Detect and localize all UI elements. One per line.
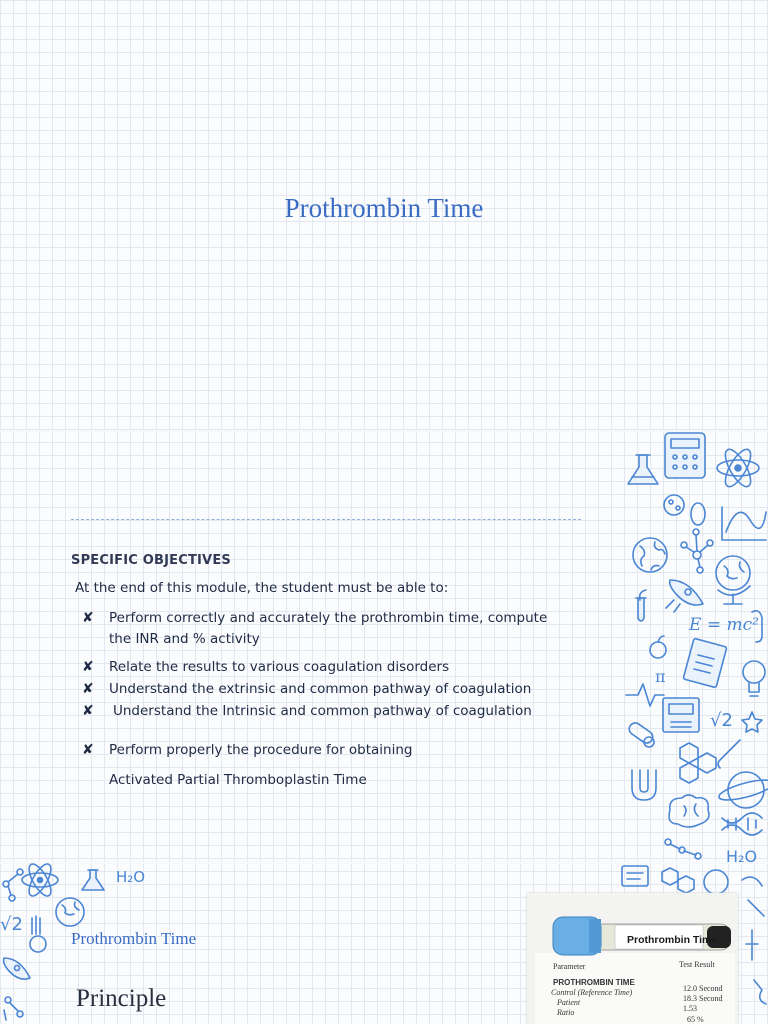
tube-illustration [527,893,738,1024]
report-value: 12.0 Second [683,984,723,993]
tool-icon [742,877,766,1004]
globe-icon [633,538,667,572]
molecule-icon [3,869,23,901]
dna-icon [722,813,762,835]
slide3-subtitle: Prothrombin Time [71,929,197,948]
cross-mark-icon: ✘ [82,681,94,697]
objective-text: Understand the Intrinsic and common pathway of coagulation [113,703,532,719]
pi-icon: π [655,667,666,686]
report-label: Patient [557,998,581,1007]
rocket-icon [666,580,703,612]
objective-text: Understand the extrinsic and common pathway of coagulation [109,681,532,697]
lightbulb-icon [743,661,765,696]
formula-icon: E = mc² [689,615,759,635]
test-tube-icon [636,590,646,621]
rocket-icon [4,958,30,979]
globe-icon [704,870,728,894]
brain-icon [669,795,709,827]
sqrt-icon: √2 [710,710,733,731]
graph-icon [722,507,766,540]
h2o-icon: H₂O [726,847,758,866]
molecule-icon [4,997,23,1020]
report-label: Parameter [553,962,586,971]
cross-mark-icon: ✘ [82,610,94,626]
document-icon [683,638,727,687]
star-icon [742,712,762,732]
apple-icon [650,636,666,658]
cross-mark-icon: ✘ [82,742,94,758]
cross-mark-icon: ✘ [82,659,94,675]
planet-icon [717,772,768,808]
atom-icon [717,446,759,490]
document-icon [622,866,648,886]
scale-icon [663,698,699,732]
globe-icon [56,898,84,926]
objectives-intro: At the end of this module, the student must be able to: [75,580,449,596]
sqrt-icon: √2 [0,914,23,935]
calculator-icon [665,433,705,478]
flask-icon [82,870,104,890]
hexagon-icon [680,743,716,783]
magnet-icon [632,770,656,800]
report-label: Control (Reference Time) [551,988,633,997]
objective-text: Relate the results to various coagulation disorders [109,659,450,675]
report-value: 18.3 Second [683,994,723,1003]
report-value: 65 % [687,1015,704,1024]
apple-icon [30,936,46,952]
flask-icon [628,455,658,484]
objectives-heading: SPECIFIC OBJECTIVES [71,553,231,568]
pulse-icon [626,684,664,706]
atom-icon [22,861,58,899]
test-tube-icon [32,916,40,934]
report-label: Ratio [557,1008,575,1017]
slide-title: Prothrombin Time [284,193,484,223]
bacteria-icon [664,495,705,525]
report-value: Test Result [679,960,715,969]
h2o-icon: H₂O [116,868,146,886]
objective-text: Perform properly the procedure for obtaining [109,742,413,758]
objective-continuation: Activated Partial Thromboplastin Time [109,772,367,788]
slide3-heading: Principle [76,985,167,1012]
tube-photo [527,893,738,1024]
globe-icon [716,556,750,604]
hexagon-icon [662,868,694,893]
report-label: PROTHROMBIN TIME [553,978,635,987]
objective-text-cont: the INR and % activity [109,631,260,647]
cross-mark-icon: ✘ [82,703,94,719]
report-value: 1.53 [683,1004,697,1013]
molecule-icon [681,529,713,573]
dropper-icon [718,740,740,768]
objective-text: Perform correctly and accurately the prothrombin time, compute [109,610,548,626]
tube-label: Prothrombin Time [627,934,718,946]
pill-icon [627,721,655,747]
molecule-icon [665,839,701,859]
